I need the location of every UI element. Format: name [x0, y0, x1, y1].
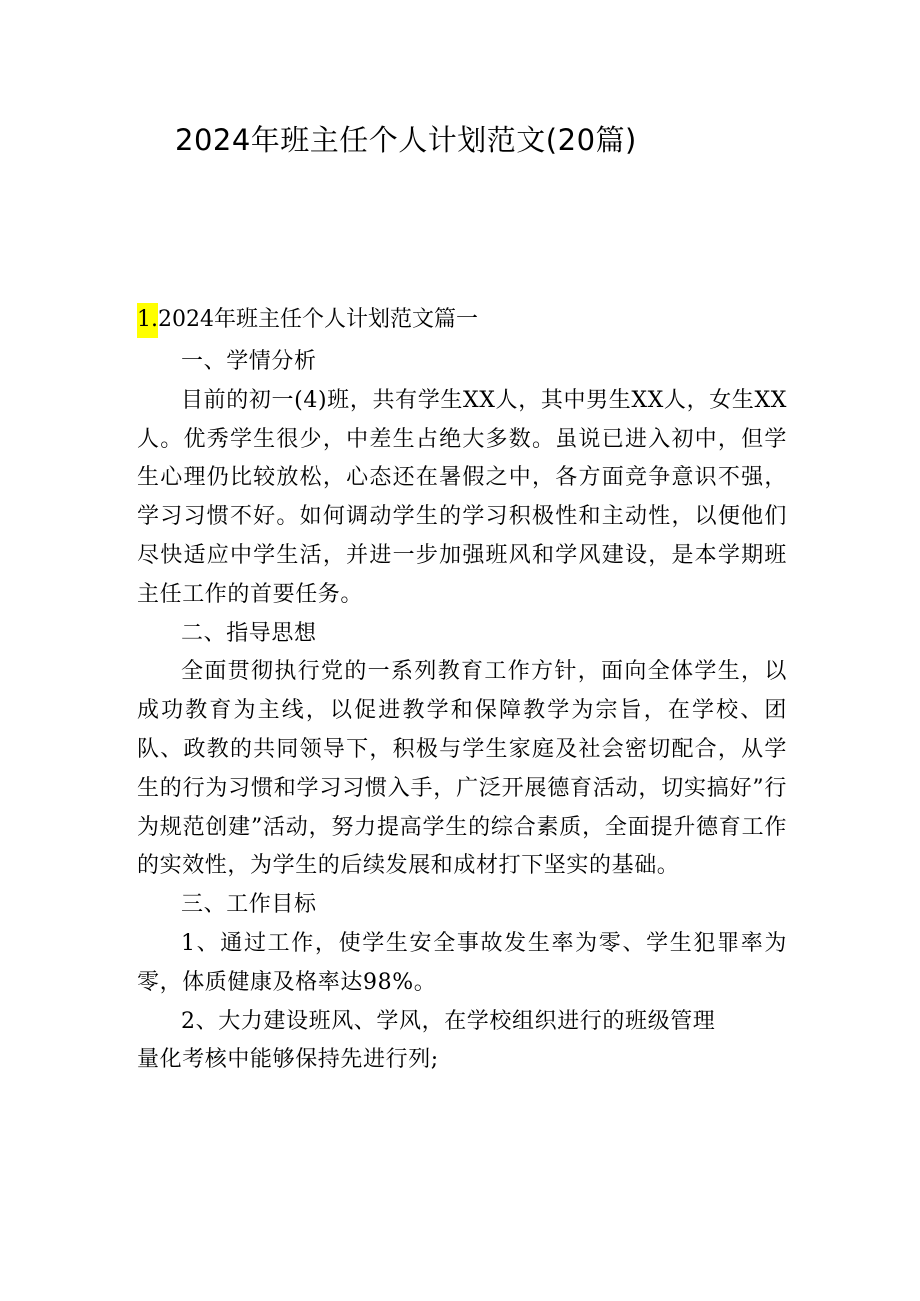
subheading-mubiao: 三、工作目标	[181, 892, 317, 918]
section-heading	[137, 304, 478, 336]
document-body	[137, 343, 787, 1080]
document-title: 2024年班主任个人计划范文(20篇)	[175, 123, 637, 157]
subheading-xueqing: 一、学情分析	[181, 349, 317, 374]
paragraph-goal-1: 1、通过工作，使学生安全事故发生率为零、学生犯罪率为零，体质健康及格率达98%。	[137, 930, 787, 995]
paragraph-xueqing: 目前的初一(4)班，共有学生XX人，其中男生XX人，女生XX人。优秀学生很少，中差生占绝大多数。虽说已进入初中，但学生心理仍比较放松，心态还在暑假之中，各方面竞争意识不强，学习习惯不好。如何调动学生的学习积极性和主动性，以便他们尽快适应中学生活，并进一步加强班风和学风建设，是本学期班主任工作的首要任务。	[137, 387, 787, 607]
paragraph-zhidao: 全面贯彻执行党的一系列教育工作方针，面向全体学生，以成功教育为主线，以促进教学和保障教学为宗旨，在学校、团队、政教的共同领导下，积极与学生家庭及社会密切配合，从学生的行为习惯和学习习惯入手，广泛开展德育活动，切实搞好”行为规范创建”活动，努力提高学生的综合素质，全面提升德育工作的实效性，为学生的后续发展和成材打下坚实的基础。	[137, 659, 787, 879]
paragraph-goal-2: 2、大力建设班风、学风，在学校组织进行的班级管理	[181, 1008, 716, 1034]
subheading-zhidao: 二、指导思想	[181, 620, 317, 646]
highlighted-section-number: 1.	[137, 303, 158, 338]
section-title: 2024年班主任个人计划范文篇一	[158, 307, 478, 332]
paragraph-goal-2-continued: 量化考核中能够保持先进行列;	[137, 1047, 439, 1073]
